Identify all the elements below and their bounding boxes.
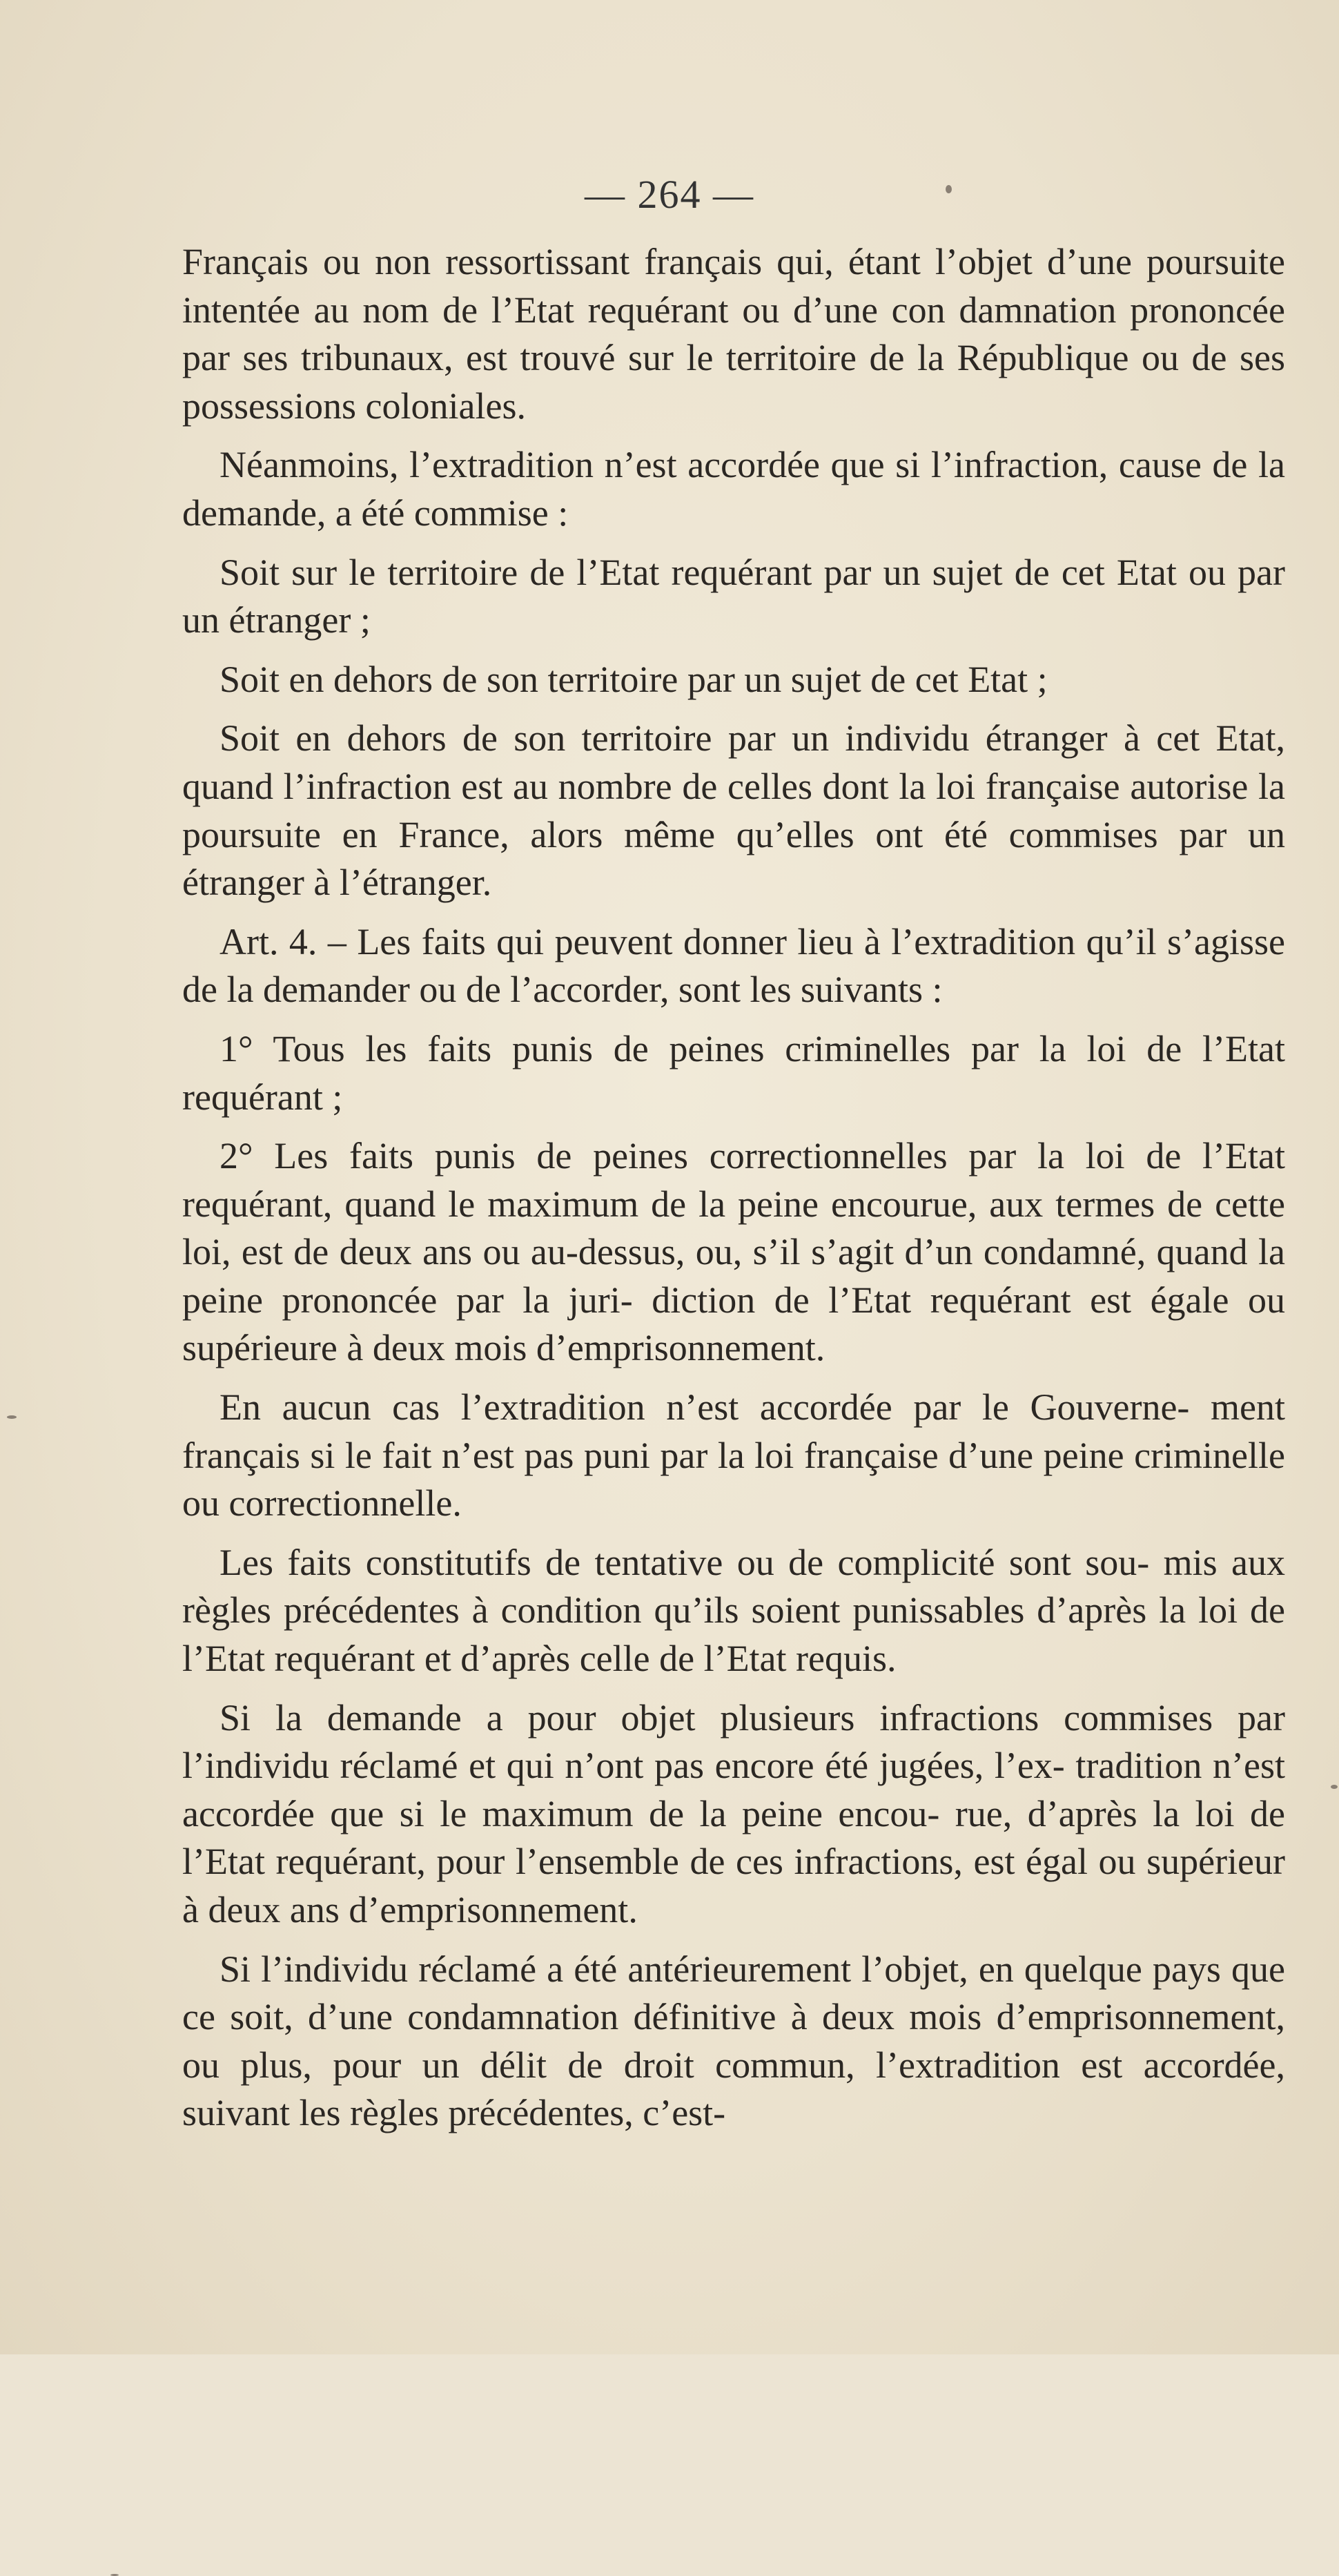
paragraph-item-2: 2° Les faits punis de peines correctionnelles par la loi de l’Etat requérant, quand le maximum de la peine encourue, aux termes de cette loi, est de deux ans ou au-dessus, ou, s’il s’agit d’un condamné, quand la peine prononcée par la juri- diction de l’Etat requérant est égale ou supérieure à deux mois d’emprisonnement.	[182, 1135, 1285, 1369]
paragraph-condamnation-anterieure: Si l’individu réclamé a été antérieurement l’objet, en quelque pays que ce soit, d’une condamnation définitive à deux mois d’emprisonnement, ou plus, pour un délit de droit commun, l’extradition est accordée, suivant les règles précédentes, c’est-	[182, 1948, 1285, 2134]
paper-speck	[946, 185, 952, 193]
paragraph-continuation: Français ou non ressortissant français qui, étant l’objet d’une poursuite intentée au nom de l’Etat requérant ou d’une con damnation prononcée par ses tribunaux, est trouvé sur le territoire de la République ou de ses possessions coloniales.	[182, 241, 1285, 427]
paragraph-article-4: Art. 4. – Les faits qui peuvent donner lieu à l’extradition qu’il s’agisse de la demander ou de l’accorder, sont les suivants :	[182, 920, 1285, 1011]
paragraph-item-1: 1° Tous les faits punis de peines criminelles par la loi de l’Etat requérant ;	[182, 1027, 1285, 1118]
page-number-header: — 264 —	[585, 172, 754, 217]
paragraph-soit-dehors-sujet: Soit en dehors de son territoire par un sujet de cet Etat ;	[219, 658, 1048, 700]
paragraph-soit-dehors-etranger: Soit en dehors de son territoire par un individu étranger à cet Etat, quand l’infraction est au nombre de celles dont la loi française autorise la poursuite en France, alors même qu’elles ont été commises par un étranger à l’étranger.	[182, 717, 1285, 904]
paragraph-neanmoins: Néanmoins, l’extradition n’est accordée que si l’infraction, cause de la demande, a été commise :	[182, 444, 1285, 534]
body-text	[182, 238, 1285, 2149]
paper-speck	[1331, 1785, 1338, 1789]
paragraph-tentative-complicite: Les faits constitutifs de tentative ou de complicité sont sou- mis aux règles précédentes à condition qu’ils soient punissables d’après la loi de l’Etat requérant et d’après celle de l’Etat requis.	[182, 1541, 1285, 1680]
paragraph-plusieurs-infractions: Si la demande a pour objet plusieurs infractions commises par l’individu réclamé et qui n’ont pas encore été jugées, l’ex- tradition n’est accordée que si le maximum de la peine encou- rue, d’après la loi de l’Etat requérant, pour l’ensemble de ces infractions, est égal ou supérieur à deux ans d’emprisonnement.	[182, 1696, 1285, 1930]
paragraph-en-aucun-cas: En aucun cas l’extradition n’est accordée par le Gouverne- ment français si le fait n’est pas puni par la loi française d’une peine criminelle ou correctionnelle.	[182, 1386, 1285, 1524]
paragraph-soit-territoire: Soit sur le territoire de l’Etat requérant par un sujet de cet Etat ou par un étranger ;	[182, 551, 1285, 641]
paper-speck	[7, 1415, 17, 1419]
